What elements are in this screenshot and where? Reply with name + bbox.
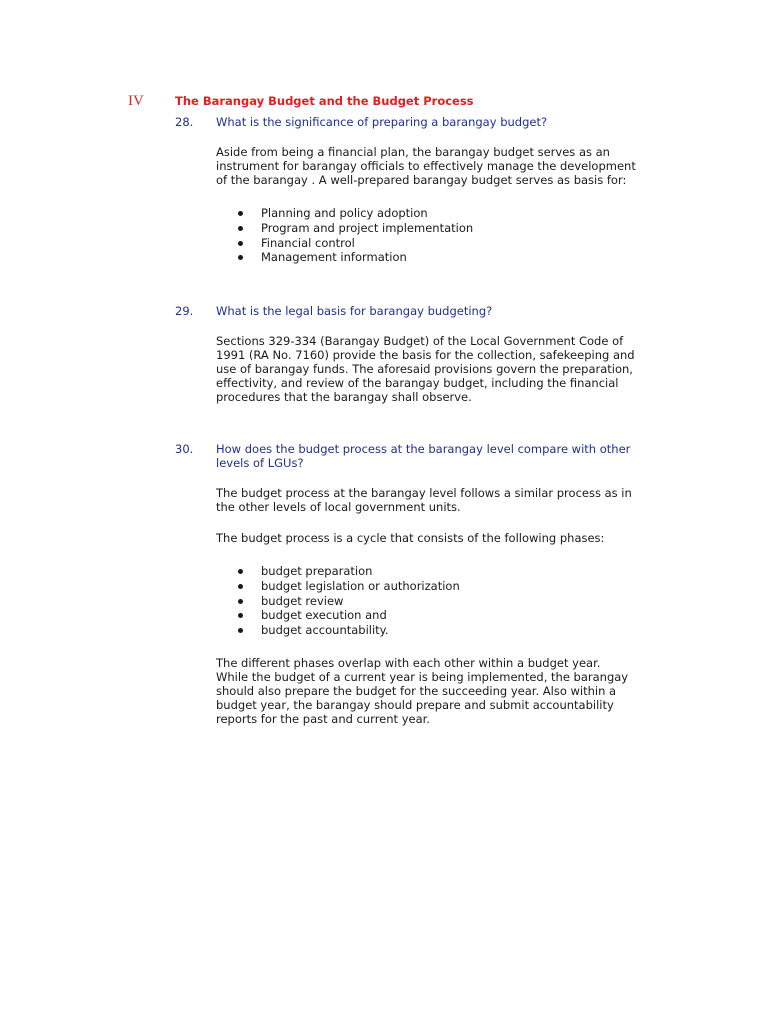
bullet-icon (238, 255, 243, 260)
list-item-label: budget execution and (261, 608, 387, 623)
bullet-icon (238, 569, 243, 574)
list-item-label: Program and project implementation (261, 220, 474, 235)
section-roman-numeral: IV (128, 93, 144, 109)
question-number-30: 30. (175, 442, 194, 456)
list-item (236, 623, 460, 638)
bullet-icon (238, 613, 243, 618)
list-item (236, 236, 473, 251)
question-number-29: 29. (175, 304, 194, 318)
bullet-icon (238, 628, 243, 633)
question-text-29: What is the legal basis for barangay budgeting? (216, 304, 493, 318)
list-item (236, 564, 460, 579)
bullet-icon (238, 599, 243, 604)
list-item-label: budget accountability. (261, 623, 389, 638)
list-item (236, 250, 473, 265)
bullet-icon (238, 211, 243, 216)
question-text-30: How does the budget process at the barangay level compare with other levels of LGUs? (216, 442, 631, 470)
list-item-label: Planning and policy adoption (261, 206, 428, 220)
list-item-label: Financial control (261, 235, 355, 250)
list-item (236, 579, 460, 594)
question-number-28: 28. (175, 115, 194, 129)
question-text-28: What is the significance of preparing a barangay budget? (216, 115, 548, 129)
list-item-label: Management information (261, 250, 407, 265)
bullet-list-28 (236, 206, 473, 265)
answer-paragraph-30c: The different phases overlap with each other within a budget year. While the budget of a current year is being implemented, the barangay should also prepare the budget for the succeeding year. Also within a budget year, the barangay should prepare and submit accountability reports for the past and current year. (216, 656, 629, 726)
section-title: The Barangay Budget and the Budget Process (175, 94, 474, 108)
list-item (236, 608, 460, 623)
list-item-label: budget review (261, 593, 344, 608)
answer-paragraph-30a: The budget process at the barangay level follows a similar process as in the other levels of local government units. (216, 486, 632, 514)
bullet-icon (238, 584, 243, 589)
answer-paragraph-29: Sections 329-334 (Barangay Budget) of the Local Government Code of 1991 (RA No. 7160) provide the basis for the collection, safekeeping and use of barangay funds. The aforesaid provisions govern the preparation, effectivity, and review of the barangay budget, including the financial procedures that the barangay shall observe. (216, 334, 635, 404)
bullet-icon (238, 226, 243, 231)
list-item-label: budget preparation (261, 564, 373, 578)
list-item (236, 594, 460, 609)
list-item-label: budget legislation or authorization (261, 578, 460, 593)
list-item (236, 221, 473, 236)
answer-paragraph-30b: The budget process is a cycle that consists of the following phases: (216, 531, 605, 545)
bullet-list-30 (236, 564, 460, 638)
bullet-icon (238, 241, 243, 246)
list-item (236, 206, 473, 221)
answer-paragraph-28: Aside from being a financial plan, the barangay budget serves as an instrument for barangay officials to effectively manage the development of the barangay . A well-prepared barangay budget serves as basis for: (216, 145, 636, 187)
